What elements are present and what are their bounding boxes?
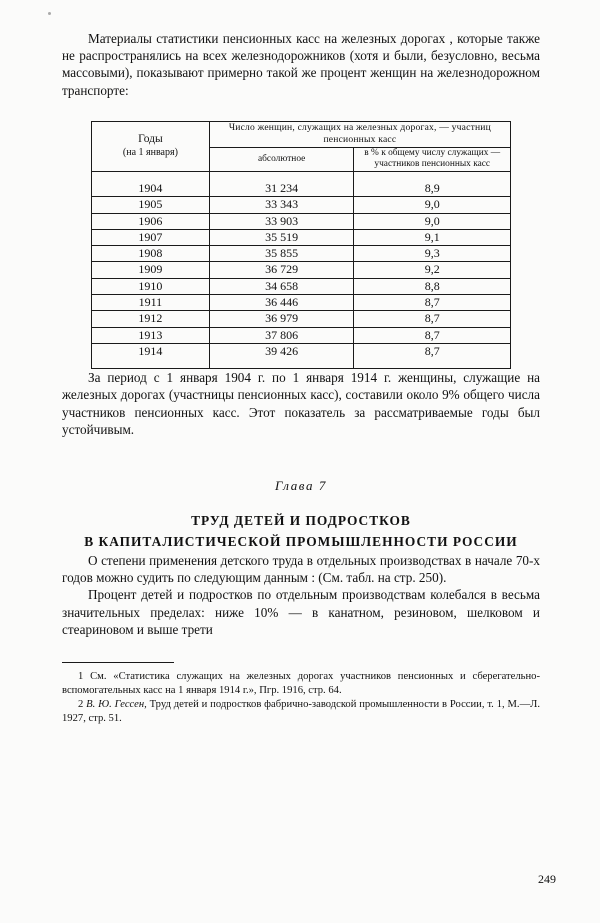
cell-absolute: 35 855 xyxy=(209,246,354,262)
cell-year: 1906 xyxy=(92,213,210,229)
cell-year: 1913 xyxy=(92,327,210,343)
cell-percent: 9,3 xyxy=(354,246,511,262)
chapter-title-line-1: ТРУД ДЕТЕЙ И ПОДРОСТКОВ xyxy=(191,513,411,529)
cell-percent: 8,9 xyxy=(354,172,511,197)
cell-percent: 8,7 xyxy=(354,343,511,368)
cell-percent: 8,8 xyxy=(354,278,511,294)
footnote-2 xyxy=(62,698,540,725)
cell-absolute: 33 343 xyxy=(209,197,354,213)
table-row xyxy=(92,172,511,197)
cell-year: 1912 xyxy=(92,311,210,327)
table-body xyxy=(92,172,511,369)
paragraph-4: Процент детей и подростков по отдельным производствам колебался в весьма значительных пределах: ниже 10% — в канатном, резиновом, шелковом и стеариновом и выше трети xyxy=(62,587,540,637)
footnotes xyxy=(62,670,540,725)
table-row xyxy=(92,229,511,245)
cell-absolute: 35 519 xyxy=(209,229,354,245)
table-header-years-sublabel: (на 1 января) xyxy=(122,147,178,159)
table-head xyxy=(92,121,511,171)
chapter-title-line-2: В КАПИТАЛИСТИЧЕСКОЙ ПРОМЫШЛЕННОСТИ РОССИИ xyxy=(84,534,518,550)
table-head-row-1 xyxy=(92,121,511,147)
cell-year: 1905 xyxy=(92,197,210,213)
table-row xyxy=(92,343,511,368)
footnote-divider xyxy=(62,662,174,663)
cell-year: 1907 xyxy=(92,229,210,245)
cell-absolute: 37 806 xyxy=(209,327,354,343)
cell-absolute: 39 426 xyxy=(209,343,354,368)
table-row xyxy=(92,295,511,311)
cell-absolute: 31 234 xyxy=(209,172,354,197)
cell-absolute: 36 729 xyxy=(209,262,354,278)
cell-absolute: 34 658 xyxy=(209,278,354,294)
pension-table-wrapper xyxy=(62,121,540,369)
table-row xyxy=(92,197,511,213)
table-header-group: Число женщин, служащих на железных дорогах, — участниц пенсионных касс xyxy=(209,121,510,147)
table-row xyxy=(92,213,511,229)
page-speck xyxy=(48,12,51,15)
cell-percent: 8,7 xyxy=(354,295,511,311)
cell-absolute: 36 446 xyxy=(209,295,354,311)
cell-percent: 8,7 xyxy=(354,311,511,327)
table-header-absolute: абсолютное xyxy=(209,147,354,171)
footnote-2-text: Труд детей и подростков фабрично-заводской промышленности в России, т. 1, М.—Л. 1927, стр. 51. xyxy=(62,699,540,724)
table-row xyxy=(92,246,511,262)
table-row xyxy=(92,262,511,278)
page-content xyxy=(62,30,540,726)
table-header-percent: в % к общему числу служащих — участников пенсионных касс xyxy=(354,147,511,171)
cell-absolute: 33 903 xyxy=(209,213,354,229)
cell-year: 1909 xyxy=(92,262,210,278)
cell-year: 1914 xyxy=(92,343,210,368)
table-header-years-label: Годы xyxy=(138,133,163,146)
paragraph-2: За период с 1 января 1904 г. по 1 января 1914 г. женщины, служащие на железных дорогах (участницы пенсионных касс), составили около 9% общего числа участников пенсионных касс. Этот показатель за рассматриваемые годы был устойчивым. xyxy=(62,370,540,437)
cell-year: 1911 xyxy=(92,295,210,311)
cell-percent: 9,2 xyxy=(354,262,511,278)
paragraph-3: О степени применения детского труда в отдельных производствах в начале 70-х годов можно судить по следующим данным : (См. табл. на стр. 250). xyxy=(62,553,540,586)
paragraph-1-text: Материалы статистики пенсионных касс на железных дорогах , которые также не распространялись на всех железнодорожников (хотя и были, безусловно, весьма массовыми), показывают примерно такой же процент женщин на железнодорожном транспорте: xyxy=(62,31,540,98)
table-header-years xyxy=(92,121,210,171)
cell-year: 1904 xyxy=(92,172,210,197)
cell-absolute: 36 979 xyxy=(209,311,354,327)
chapter-title xyxy=(62,510,540,552)
chapter-label: Глава 7 xyxy=(274,478,328,494)
pension-table xyxy=(91,121,511,369)
cell-percent: 9,0 xyxy=(354,197,511,213)
cell-percent: 9,0 xyxy=(354,213,511,229)
cell-percent: 9,1 xyxy=(354,229,511,245)
cell-year: 1910 xyxy=(92,278,210,294)
cell-year: 1908 xyxy=(92,246,210,262)
table-row xyxy=(92,278,511,294)
footnote-2-author: В. Ю. Гессен, xyxy=(86,699,147,711)
footnote-2-marker: 2 xyxy=(78,699,87,711)
paragraph-1 xyxy=(62,30,540,99)
cell-percent: 8,7 xyxy=(354,327,511,343)
table-row xyxy=(92,311,511,327)
table-row xyxy=(92,327,511,343)
footnote-1: 1 См. «Статистика служащих на железных дорогах участников пенсионных и сберегательно-вспомогательных касс на 1 января 1914 г.», Пгр. 1916, стр. 64. xyxy=(62,671,540,696)
page-number: 249 xyxy=(538,872,556,886)
